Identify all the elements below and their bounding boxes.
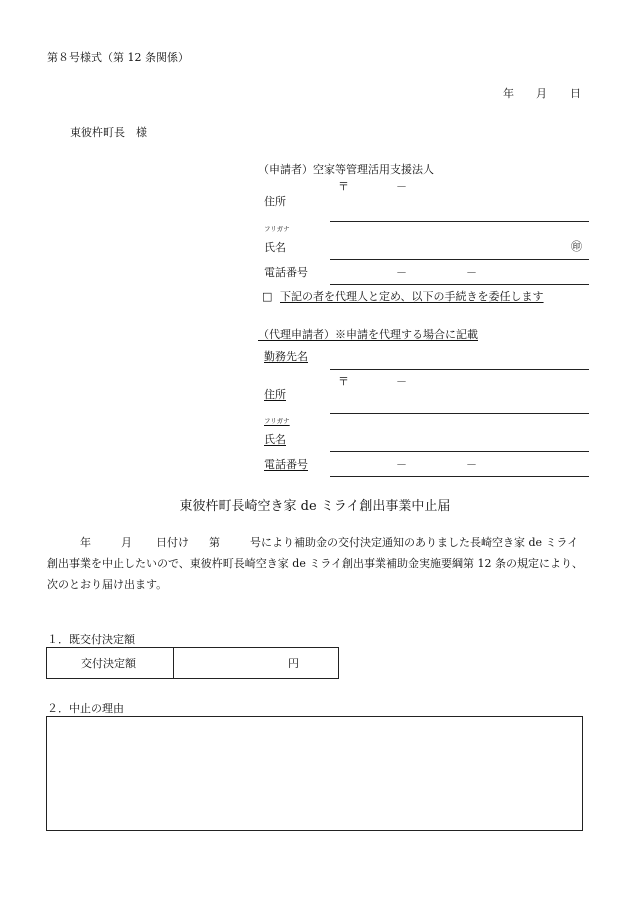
date-month-label: 月	[536, 87, 547, 100]
agent-phone-dash-2: －	[466, 458, 477, 471]
applicant-postal-mark: 〒	[338, 180, 349, 193]
grant-amount-table	[46, 647, 339, 679]
applicant-address-line	[330, 221, 589, 222]
grant-amount-label: 交付決定額	[81, 657, 136, 670]
applicant-phone-line	[330, 284, 589, 285]
agent-address-line	[330, 413, 589, 414]
seal-mark: ㊞	[571, 240, 582, 253]
body-text: 号により補助金の交付決定通知のありました長崎空き家 de ミライ創出事業を中止したいので、東彼杵町長崎空き家 de ミライ創出事業補助金実施要綱第 12 条の規定により、次のとおり届け出ます。	[47, 536, 583, 591]
applicant-postal-dash: －	[396, 180, 407, 193]
agent-phone-line	[330, 476, 589, 477]
applicant-phone-dash-1: －	[396, 266, 407, 279]
date-day-label: 日	[570, 87, 581, 100]
agent-phone-dash-1: －	[396, 458, 407, 471]
delegation-text: 下記の者を代理人と定め、以下の手続きを委任します	[280, 290, 544, 303]
agent-workplace-line	[330, 369, 589, 370]
agent-furigana-label: フリガナ	[264, 417, 290, 425]
body-paragraph	[47, 532, 587, 595]
table-divider	[173, 648, 174, 678]
agent-postal-dash: －	[396, 375, 407, 388]
agent-postal-mark: 〒	[338, 375, 349, 388]
grant-amount-unit[interactable]: 円	[288, 657, 299, 670]
cancellation-reason-box[interactable]	[46, 716, 583, 831]
document-title: 東彼杵町長崎空き家 de ミライ創出事業中止届	[179, 499, 451, 514]
applicant-phone-dash-2: －	[466, 266, 477, 279]
applicant-furigana-label: フリガナ	[264, 225, 290, 233]
delegation-checkbox[interactable]: □	[262, 290, 273, 303]
body-month: 月	[121, 536, 132, 549]
agent-address-label: 住所	[264, 388, 286, 401]
body-year: 年	[80, 536, 91, 549]
agent-name-line	[330, 451, 589, 452]
addressee: 東彼杵町長 様	[70, 126, 147, 139]
applicant-phone-label: 電話番号	[264, 266, 308, 279]
applicant-name-line	[330, 259, 589, 260]
applicant-address-label: 住所	[264, 195, 286, 208]
form-number: 第８号様式（第 12 条関係）	[47, 51, 189, 64]
applicant-name-label: 氏名	[264, 241, 286, 254]
agent-heading: （代理申請者）※申請を代理する場合に記載	[258, 328, 478, 341]
date-year-label: 年	[503, 87, 514, 100]
section1-heading: １．既交付決定額	[47, 633, 135, 646]
section2-heading: ２．中止の理由	[47, 702, 124, 715]
body-day-suffix: 日付け	[156, 536, 189, 549]
agent-name-label: 氏名	[264, 433, 286, 446]
agent-workplace-label: 勤務先名	[264, 350, 308, 363]
body-number-prefix: 第	[209, 536, 220, 549]
applicant-heading: （申請者）空家等管理活用支援法人	[258, 163, 434, 176]
agent-phone-label: 電話番号	[264, 458, 308, 471]
